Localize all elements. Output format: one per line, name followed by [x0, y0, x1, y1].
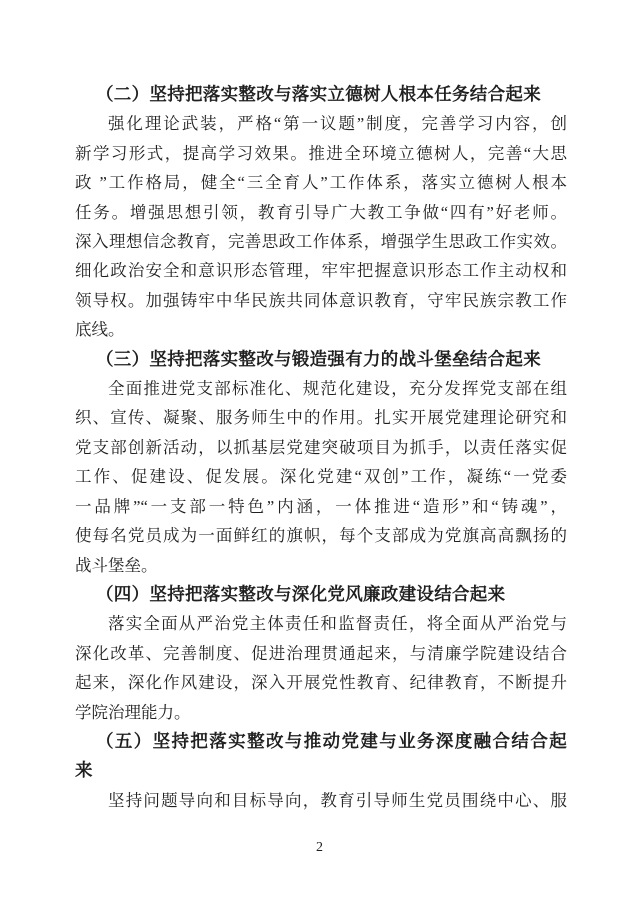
- body-line: 党支部创新活动，以抓基层党建突破项目为抓手，以责任落实促: [75, 437, 567, 457]
- body-line: 全面推进党支部标准化、规范化建设，充分发挥党支部在组: [108, 379, 567, 399]
- section-heading: [75, 580, 567, 609]
- body-line: 任务。增强思想引领，教育引导广大教工争做“四有”好老师。: [75, 202, 567, 222]
- page-number: 2: [316, 840, 323, 855]
- body-line: 起来，深化作风建设，深入开展党性教育、纪律教育，不断提升: [75, 673, 567, 693]
- body-line: 织、宣传、凝聚、服务师生中的作用。扎实开展党建理论研究和: [75, 408, 567, 428]
- body-line: 坚持问题导向和目标导向，教育引导师生党员围绕中心、服: [108, 790, 567, 810]
- section-heading: [75, 345, 567, 374]
- section-heading: [75, 727, 567, 786]
- heading-line: （四）坚持把落实整改与深化党风廉政建设结合起来: [96, 583, 506, 604]
- body-line: 战斗堡垒。: [75, 555, 158, 575]
- body-line: 领导权。加强铸牢中华民族共同体意识教育，守牢民族宗教工作: [75, 290, 567, 310]
- body-line: 细化政治安全和意识形态管理，牢牢把握意识形态工作主动权和: [75, 261, 567, 281]
- body-line: 底线。: [75, 320, 125, 340]
- body-line: 强化理论武装，严格“第一议题”制度，完善学习内容，创: [108, 114, 567, 134]
- paragraph: [75, 786, 567, 815]
- body-line: 学院治理能力。: [75, 702, 191, 722]
- section-heading: [75, 80, 567, 109]
- heading-line: （五）坚持把落实整改与推动党建与业务深度融合结合起: [96, 730, 567, 751]
- body-line: 一品牌”“一支部一特色”内涵，一体推进“造形”和“铸魂”，: [75, 496, 567, 516]
- body-line: 工作、促建设、促发展。深化党建“双创”工作，凝练“一党委: [75, 467, 567, 487]
- paragraph: [75, 609, 567, 727]
- heading-line: （三）坚持把落实整改与锻造强有力的战斗堡垒结合起来: [96, 348, 541, 369]
- body-line: 使每名党员成为一面鲜红的旗帜，每个支部成为党旗高高飘扬的: [75, 526, 567, 546]
- paragraph: [75, 109, 567, 344]
- body-line: 新学习形式，提高学习效果。推进全环境立德树人，完善“大思: [75, 143, 567, 163]
- heading-line: （二）坚持把落实整改与落实立德树人根本任务结合起来: [96, 84, 541, 104]
- body-line: 深化改革、完善制度、促进治理贯通起来，与清廉学院建设结合: [75, 643, 567, 663]
- paragraph: [75, 374, 567, 580]
- document-body: [75, 80, 567, 815]
- body-line: 深入理想信念教育，完善思政工作体系，增强学生思政工作实效。: [75, 232, 567, 252]
- heading-line: 来: [75, 760, 93, 781]
- body-line: 政 ”工作格局，健全“三全育人”工作体系，落实立德树人根本: [75, 173, 567, 193]
- body-line: 落实全面从严治党主体责任和监督责任，将全面从严治党与: [108, 614, 567, 634]
